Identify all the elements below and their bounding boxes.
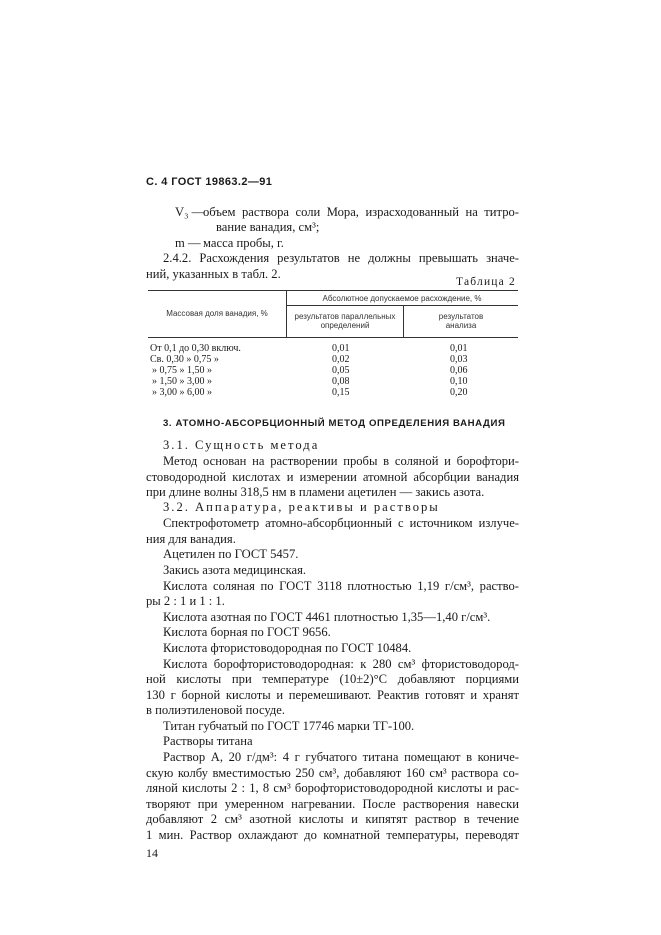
definition-text: вание ванадия, см³; — [216, 220, 320, 234]
definition-symbol-v3: V₃ — — [175, 205, 205, 219]
body-line: Спектрофотометр атомно-абсорбционный с источником излуче- — [163, 516, 519, 530]
body-line: при длине волны 318,5 нм в пламени ацетилен — закись азота. — [146, 485, 485, 499]
page-number: 14 — [146, 846, 158, 860]
table-caption: Таблица 2 — [456, 276, 516, 288]
body-line: ляной кислоты 2 : 1, 8 см³ борофтористоводородной кислоты и рас- — [146, 781, 519, 795]
table-header-group: Абсолютное допускаемое расхождение, % — [322, 294, 482, 303]
subsection-heading: 3.2. Аппаратура, реактивы и растворы — [163, 500, 440, 514]
page-header: С. 4 ГОСТ 19863.2—91 — [146, 176, 273, 188]
body-line: Кислота соляная по ГОСТ 3118 плотностью 1,19 г/см³, раство- — [163, 579, 519, 593]
paragraph-2-4-2: ний, указанных в табл. 2. — [146, 267, 281, 281]
definition-text: объем раствора соли Мора, израсходованный на титро- — [203, 205, 519, 219]
table-header-analysis: результатов анализа — [438, 312, 484, 330]
body-line: стоводородной кислотах и измерении атомной абсорбции ванадия — [146, 470, 519, 484]
body-line: скую колбу вместимостью 250 см³, добавляют 160 см³ раствора со- — [146, 766, 519, 780]
table-cell: 0,05 — [332, 365, 350, 376]
body-line: в полиэтиленовой посуде. — [146, 703, 286, 717]
body-line: 1 мин. Раствор охлаждают до комнатной температуры, переводят — [146, 828, 519, 842]
table-cell: 0,08 — [332, 376, 350, 387]
table-cell: 0,15 — [332, 387, 350, 398]
table-row-range: » 1,50 » 3,00 » — [152, 376, 212, 387]
body-line: Растворы титана — [163, 734, 253, 748]
paragraph-2-4-2: 2.4.2. Расхождения результатов не должны превышать значе- — [163, 251, 519, 265]
body-line: Кислота азотная по ГОСТ 4461 плотностью 1,35—1,40 г/см³. — [163, 610, 491, 624]
body-line: добавляют 2 см³ азотной кислоты и кипятят раствор в течение — [146, 812, 519, 826]
table-row-range: Св. 0,30 » 0,75 » — [150, 354, 219, 365]
body-line: творяют при умеренном нагревании. После растворения навески — [146, 797, 519, 811]
definition-text: масса пробы, г. — [203, 236, 284, 250]
table-header-mass-fraction: Массовая доля ванадия, % — [166, 309, 268, 318]
body-line: Титан губчатый по ГОСТ 17746 марки ТГ-100. — [163, 719, 415, 733]
body-line: Метод основан на растворении пробы в соляной и борофтори- — [163, 454, 519, 468]
table-row-range: » 0,75 » 1,50 » — [152, 365, 212, 376]
table-cell: 0,03 — [450, 354, 468, 365]
table-row-range: От 0,1 до 0,30 включ. — [150, 343, 241, 354]
table-row-range: » 3,00 » 6,00 » — [152, 387, 212, 398]
table-cell: 0,01 — [332, 343, 350, 354]
table-cell: 0,02 — [332, 354, 350, 365]
body-line: Кислота борофтористоводородная: к 280 см³ фтористоводород- — [163, 657, 519, 671]
table-cell: 0,06 — [450, 365, 468, 376]
body-line: ния для ванадия. — [146, 532, 236, 546]
body-line: Закись азота медицинская. — [163, 563, 307, 577]
subsection-heading: 3.1. Сущность метода — [163, 438, 320, 452]
table-cell: 0,01 — [450, 343, 468, 354]
body-line: Кислота борная по ГОСТ 9656. — [163, 625, 331, 639]
table-header-parallel: результатов параллельных определений — [294, 312, 396, 330]
section-title: 3. АТОМНО-АБСОРБЦИОННЫЙ МЕТОД ОПРЕДЕЛЕНИЯ ВАНАДИЯ — [163, 418, 506, 429]
body-line: Раствор А, 20 г/дм³: 4 г губчатого титана помещают в кониче- — [163, 750, 519, 764]
body-line: Кислота фтористоводородная по ГОСТ 10484. — [163, 641, 412, 655]
body-line: ры 2 : 1 и 1 : 1. — [146, 594, 225, 608]
body-line: 130 г борной кислоты и перемешивают. Реактив готовят и хранят — [146, 688, 519, 702]
body-line: Ацетилен по ГОСТ 5457. — [163, 547, 299, 561]
table-cell: 0,10 — [450, 376, 468, 387]
definition-symbol-m: m — — [175, 236, 201, 250]
body-line: ной кислоты при температуре (10±2)°С добавляют порциями — [146, 672, 519, 686]
table-cell: 0,20 — [450, 387, 468, 398]
